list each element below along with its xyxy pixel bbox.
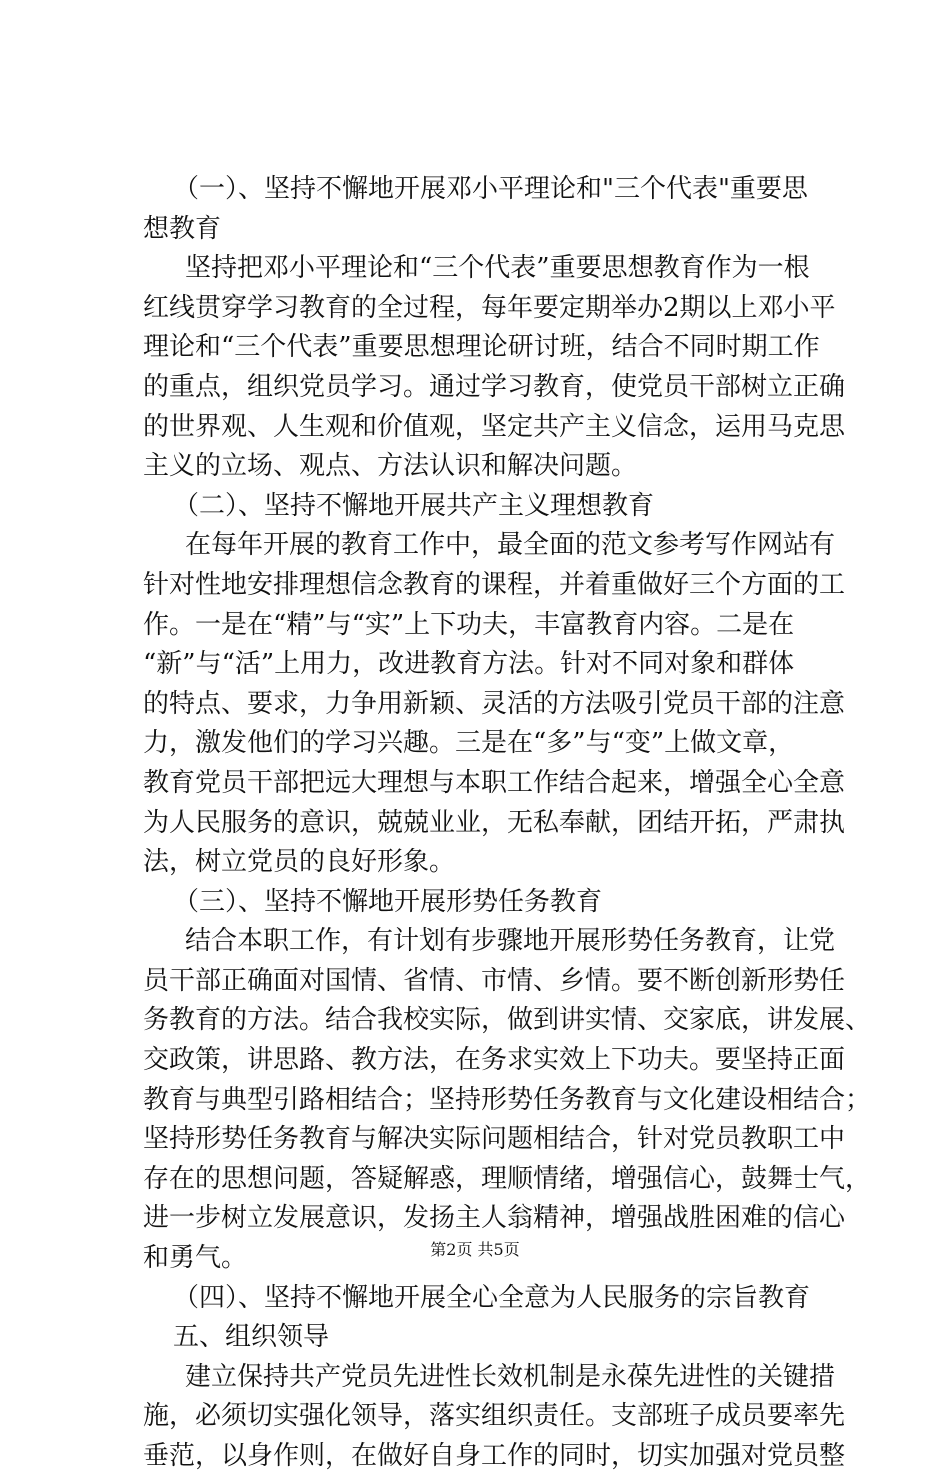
paragraph-line: 员干部正确面对国情、省情、市情、乡情。要不断创新形势任	[143, 965, 846, 996]
paragraph-line: 主义的立场、观点、方法认识和解决问题。	[143, 451, 638, 482]
paragraph-line: 垂范，以身作则，在做好自身工作的同时，切实加强对党员整	[143, 1441, 846, 1471]
paragraph-line: 理论和“三个代表”重要思想理论研讨班，结合不同时期工作	[143, 332, 820, 363]
paragraph-line: 务教育的方法。结合我校实际，做到讲实情、交家底，讲发展、	[143, 1005, 872, 1036]
paragraph-line: 结合本职工作，有计划有步骤地开展形势任务教育，让党	[185, 926, 836, 957]
paragraph-line: 进一步树立发展意识，发扬主人翁精神，增强战胜困难的信心	[143, 1203, 846, 1234]
paragraph-line: 力，激发他们的学习兴趣。三是在“多”与“变”上做文章，	[143, 728, 795, 759]
paragraph-line: 和勇气。	[143, 1243, 248, 1274]
paragraph-line: 坚持把邓小平理论和“三个代表”重要思想教育作为一根	[185, 253, 810, 284]
paragraph-line: 的世界观、人生观和价值观，坚定共产主义信念，运用马克思	[143, 411, 846, 442]
paragraph-line: 为人民服务的意识，兢兢业业，无私奉献，团结开拓，严肃执	[143, 807, 846, 838]
heading-section-5: 五、组织领导	[173, 1322, 330, 1353]
paragraph-line: 存在的思想问题，答疑解惑，理顺情绪，增强信心，鼓舞士气，	[143, 1163, 872, 1194]
paragraph-line: 作。一是在“精”与“实”上下功夫，丰富教育内容。二是在	[143, 609, 795, 640]
heading-section-2: （二）、坚持不懈地开展共产主义理想教育	[173, 490, 655, 521]
document-body	[143, 170, 872, 1477]
heading-section-1-line-1: （一）、坚持不懈地开展邓小平理论和"三个代表"重要思	[173, 174, 808, 204]
paragraph-line: “新”与“活”上用力，改进教育方法。针对不同对象和群体	[143, 649, 795, 680]
paragraph-line: 教育与典型引路相结合；坚持形势任务教育与文化建设相结合；	[143, 1084, 872, 1115]
paragraph-line: 建立保持共产党员先进性长效机制是永葆先进性的关键措	[185, 1361, 836, 1392]
paragraph-line: 在每年开展的教育工作中，最全面的范文参考写作网站有	[185, 530, 836, 561]
heading-section-4: （四）、坚持不懈地开展全心全意为人民服务的宗旨教育	[173, 1282, 811, 1313]
paragraph-line: 坚持形势任务教育与解决实际问题相结合，针对党员教职工中	[143, 1124, 846, 1155]
heading-section-3: （三）、坚持不懈地开展形势任务教育	[173, 886, 603, 917]
paragraph-line: 教育党员干部把远大理想与本职工作结合起来，增强全心全意	[143, 767, 846, 798]
paragraph-line: 红线贯穿学习教育的全过程，每年要定期举办2期以上邓小平	[143, 292, 836, 323]
paragraph-line: 交政策，讲思路、教方法，在务求实效上下功夫。要坚持正面	[143, 1045, 846, 1076]
paragraph-line: 的特点、要求，力争用新颖、灵活的方法吸引党员干部的注意	[143, 688, 846, 719]
paragraph-line: 法，树立党员的良好形象。	[143, 847, 456, 878]
paragraph-line: 的重点，组织党员学习。通过学习教育，使党员干部树立正确	[143, 371, 846, 402]
paragraph-line: 施，必须切实强化领导，落实组织责任。支部班子成员要率先	[143, 1401, 846, 1432]
heading-section-1-line-2: 想教育	[143, 213, 222, 244]
paragraph-line: 针对性地安排理想信念教育的课程，并着重做好三个方面的工	[143, 569, 846, 600]
page-number-footer: 第2页 共5页	[430, 1240, 520, 1259]
